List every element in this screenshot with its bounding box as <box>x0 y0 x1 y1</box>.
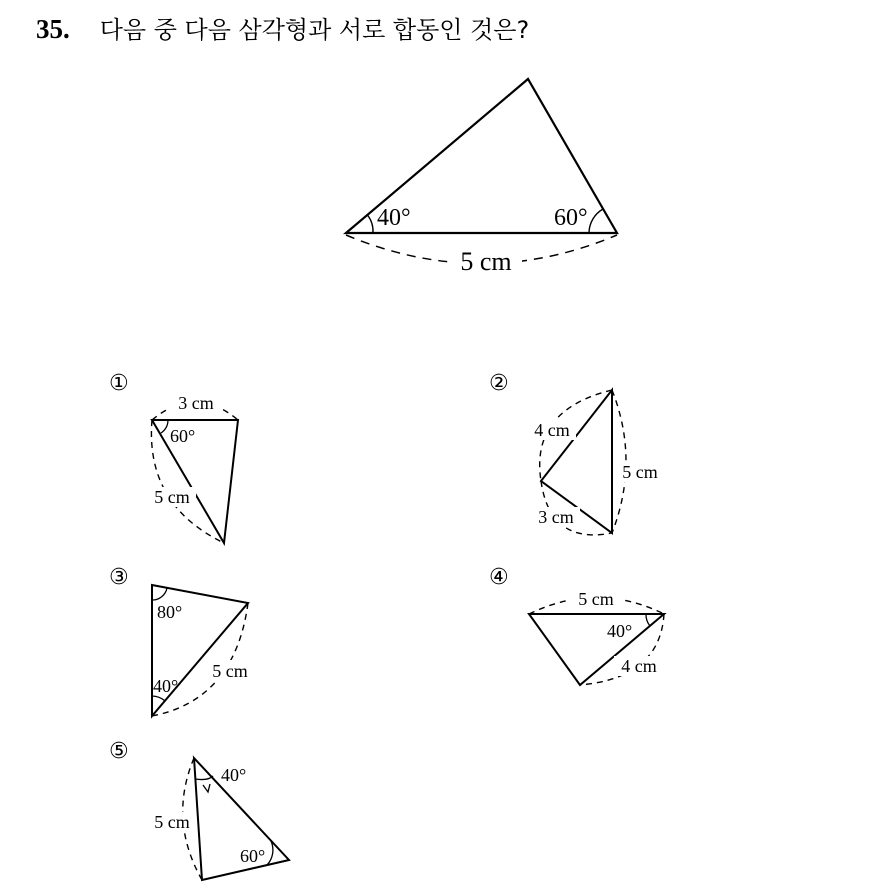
choice-1-marker: ① <box>109 371 129 396</box>
choice-2-top-label: 4 cm <box>534 420 570 440</box>
choice-1-angle-label: 60° <box>170 426 196 446</box>
choice-4-angle-arc <box>646 614 650 626</box>
reference-triangle <box>346 79 617 276</box>
base-length-label: 5 cm <box>460 247 512 276</box>
choice-3-bottom-angle-label: 40° <box>153 676 179 696</box>
choice-3-side-label: 5 cm <box>212 661 248 681</box>
choice-3-top-angle-arc <box>152 588 167 600</box>
choice-5-bottom-angle-arc <box>267 841 273 865</box>
left-angle-arc <box>368 215 374 233</box>
choice-5-marker: ⑤ <box>109 739 129 764</box>
choice-1-angle-arc <box>161 420 168 433</box>
choice-1-top-label: 3 cm <box>178 393 214 413</box>
right-angle-arc <box>589 209 603 233</box>
choice-2-right-label: 5 cm <box>622 462 658 482</box>
choice-4-top-label: 5 cm <box>578 589 614 609</box>
choice-4-side-label: 4 cm <box>621 656 657 676</box>
left-angle-label: 40° <box>377 205 411 231</box>
choice-2-bottom-label: 3 cm <box>538 507 574 527</box>
choice-4[interactable] <box>489 565 664 685</box>
choice-5[interactable] <box>109 739 289 880</box>
choice-1-side-label: 5 cm <box>154 487 190 507</box>
right-angle-label: 60° <box>554 205 588 231</box>
choice-5-arrow-head <box>203 784 210 792</box>
choice-4-marker: ④ <box>489 565 509 590</box>
choice-2[interactable] <box>489 371 663 535</box>
choice-5-top-angle-label: 40° <box>221 765 247 785</box>
choice-5-side-label: 5 cm <box>154 812 190 832</box>
question-text: 다음 중 다음 삼각형과 서로 합동인 것은? <box>99 16 530 44</box>
choice-3-bottom-angle-arc <box>152 696 165 701</box>
choice-3[interactable] <box>109 565 255 716</box>
choice-4-angle-label: 40° <box>607 621 633 641</box>
choice-1[interactable] <box>109 371 238 543</box>
choice-2-marker: ② <box>489 371 509 396</box>
choice-3-marker: ③ <box>109 565 129 590</box>
question-number: 35. <box>36 14 70 44</box>
choice-5-bottom-angle-label: 60° <box>240 846 266 866</box>
choice-3-top-angle-label: 80° <box>157 602 183 622</box>
